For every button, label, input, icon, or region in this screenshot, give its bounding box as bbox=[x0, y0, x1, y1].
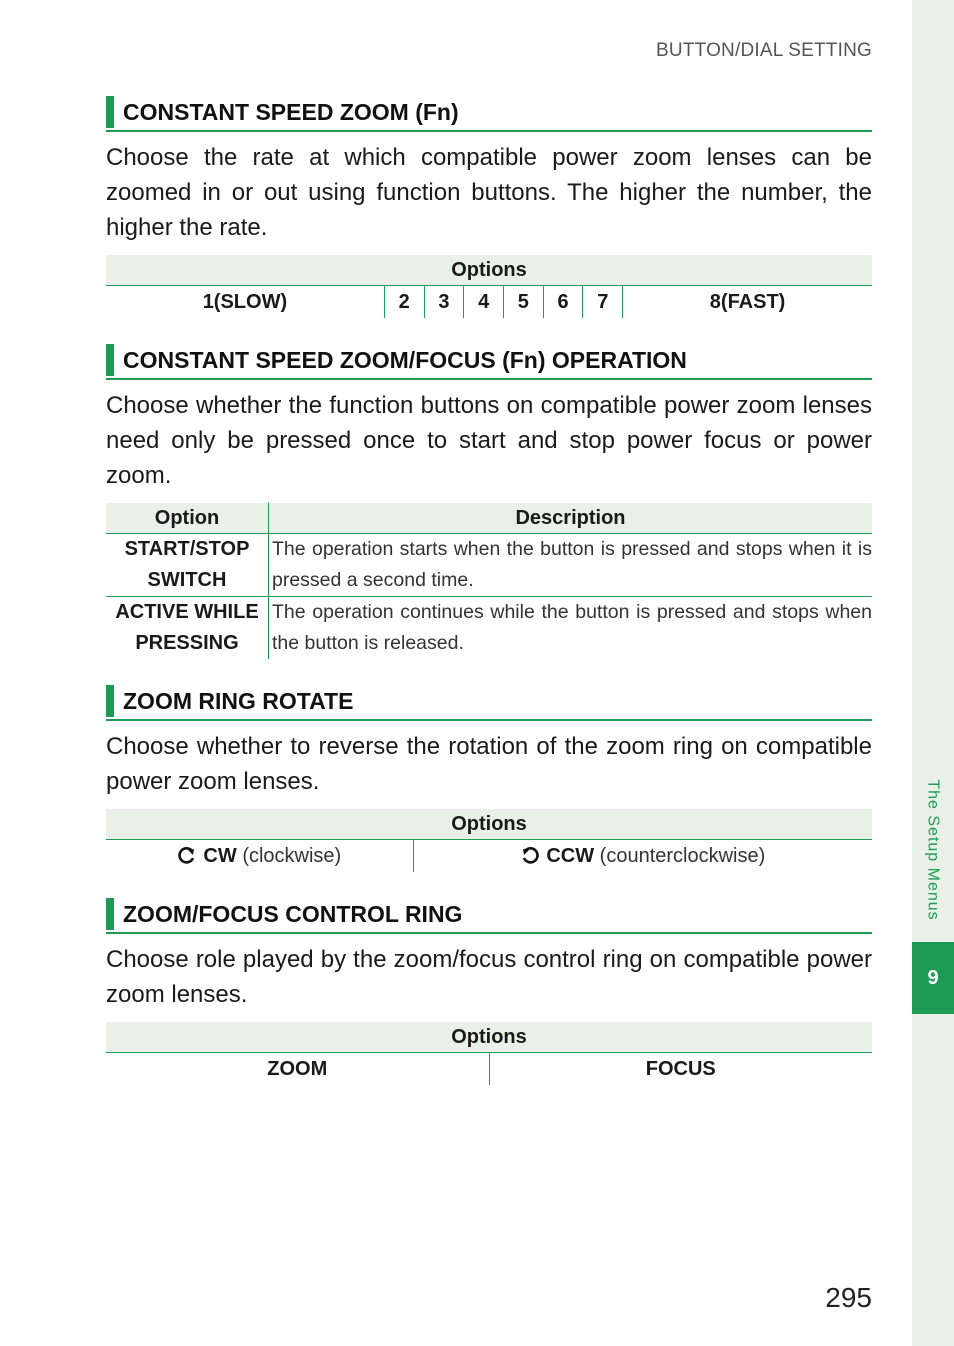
column-header-option: Option bbox=[106, 503, 269, 534]
option-cell-ccw: CCW (counterclockwise) bbox=[413, 840, 872, 873]
counterclockwise-arrow-icon bbox=[520, 845, 540, 868]
running-header: BUTTON/DIAL SETTING bbox=[656, 40, 872, 61]
heading-bar bbox=[106, 344, 114, 376]
section-title: ZOOM RING ROTATE bbox=[123, 687, 354, 714]
section-title: CONSTANT SPEED ZOOM/FOCUS (Fn) OPERATION bbox=[123, 346, 687, 373]
section-description: Choose the rate at which compatible power zoom lenses can be zoomed in or out using function buttons. The higher the number, the higher the rate. bbox=[106, 144, 872, 241]
table-row bbox=[106, 597, 872, 660]
option-description-table bbox=[106, 503, 872, 659]
options-header: Options bbox=[106, 255, 872, 286]
section-heading bbox=[106, 344, 872, 380]
section-title: ZOOM/FOCUS CONTROL RING bbox=[123, 900, 463, 927]
heading-bar bbox=[106, 96, 114, 128]
options-header: Options bbox=[106, 1022, 872, 1053]
section-title: CONSTANT SPEED ZOOM (Fn) bbox=[123, 98, 459, 125]
option-cell: ZOOM bbox=[267, 1057, 328, 1080]
option-cell: 1(SLOW) bbox=[202, 290, 288, 313]
side-chapter-label: The Setup Menus bbox=[925, 779, 943, 921]
section-description: Choose role played by the zoom/focus control ring on compatible power zoom lenses. bbox=[106, 946, 872, 1008]
option-cell: 2 bbox=[384, 286, 424, 319]
page-number: 295 bbox=[825, 1282, 872, 1313]
section-heading bbox=[106, 898, 872, 934]
section-description: Choose whether the function buttons on compatible power zoom lenses need only be pressed once to start and stop power focus or power zoom. bbox=[106, 392, 872, 489]
options-header: Options bbox=[106, 809, 872, 840]
chapter-number-badge: 9 bbox=[912, 942, 954, 1014]
option-cell: 6 bbox=[543, 286, 583, 319]
column-header-description: Description bbox=[269, 503, 873, 534]
options-table bbox=[106, 255, 872, 318]
page-content bbox=[106, 96, 872, 1111]
option-cell: 5 bbox=[503, 286, 543, 319]
section-heading bbox=[106, 685, 872, 721]
section-constant-speed-zoom bbox=[106, 96, 872, 318]
option-description: The operation starts when the button is pressed and stops when it is pressed a second time. bbox=[272, 538, 872, 591]
option-name: START/STOP SWITCH bbox=[106, 534, 269, 597]
option-cell: 8(FAST) bbox=[623, 286, 872, 319]
options-table bbox=[106, 1022, 872, 1085]
option-cell: FOCUS bbox=[489, 1053, 872, 1086]
heading-bar bbox=[106, 898, 114, 930]
option-name: ACTIVE WHILE PRESSING bbox=[106, 597, 269, 660]
option-cell: 3 bbox=[424, 286, 464, 319]
options-table bbox=[106, 809, 872, 872]
option-description: The operation continues while the button is pressed and stops when the button is released. bbox=[269, 597, 873, 660]
section-heading bbox=[106, 96, 872, 132]
option-cell: 7 bbox=[583, 286, 623, 319]
side-tab bbox=[912, 0, 954, 1346]
option-cell-cw: CW (clockwise) bbox=[106, 840, 413, 873]
section-zoom-focus-control-ring bbox=[106, 898, 872, 1085]
heading-bar bbox=[106, 685, 114, 717]
clockwise-arrow-icon bbox=[177, 845, 197, 868]
section-zoom-focus-operation bbox=[106, 344, 872, 659]
section-zoom-ring-rotate bbox=[106, 685, 872, 872]
option-cell: 4 bbox=[464, 286, 504, 319]
section-description: Choose whether to reverse the rotation of the zoom ring on compatible power zoom lenses. bbox=[106, 733, 872, 795]
table-row bbox=[106, 534, 872, 597]
